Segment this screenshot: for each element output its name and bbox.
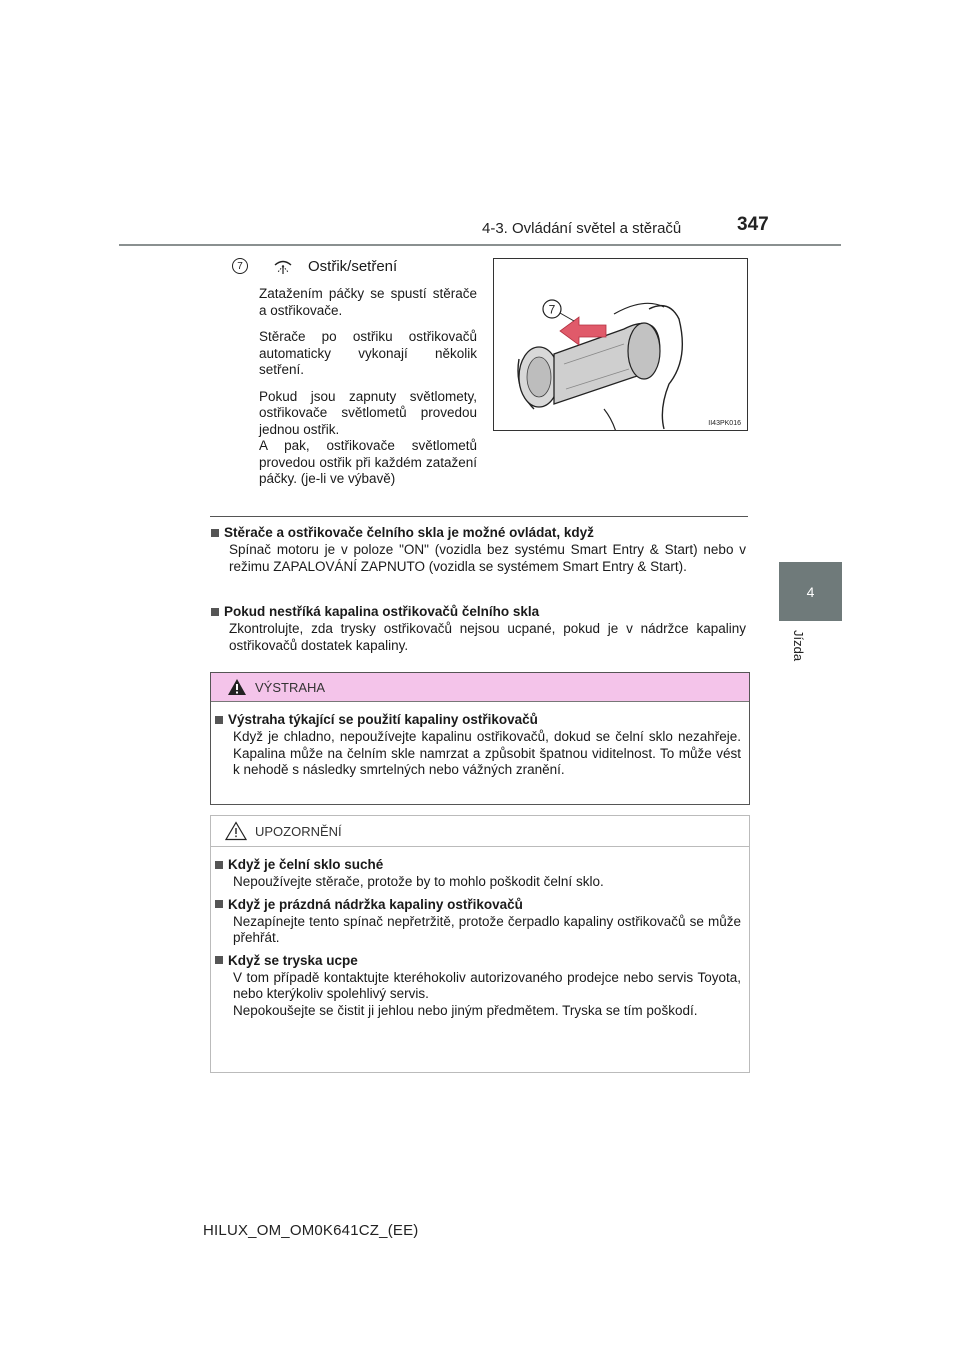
header-divider [119, 244, 841, 246]
document-code: HILUX_OM_OM0K641CZ_(EE) [203, 1222, 419, 1239]
bullet-square-icon [215, 900, 223, 908]
chapter-number: 4 [806, 583, 815, 600]
caution-item [215, 953, 741, 1020]
note-item [211, 525, 746, 575]
caution-item-title: Když je prázdná nádržka kapaliny ostřikovačů [228, 896, 523, 912]
caution-item-body: V tom případě kontaktujte kteréhokoliv autorizovaného prodejce nebo servis Toyota, nebo kterýkoliv spolehlivý servis. Nepokoušejte se čistit ji jehlou nebo jiným předmětem. Tryska se tím poškodí. [233, 969, 741, 1018]
item-7-paragraph: Zatažením páčky se spustí stěrače a ostřikovače. [259, 286, 477, 318]
figure-callout-number: 7 [548, 302, 556, 317]
bullet-square-icon [211, 608, 219, 616]
note-title: Pokud nestříká kapalina ostřikovačů čelního skla [224, 604, 540, 619]
caution-triangle-icon [225, 821, 247, 841]
bullet-square-icon [215, 861, 223, 869]
warning-item-body: Když je chladno, nepoužívejte kapalinu ostřikovačů, dokud se čelní sklo nezahřeje. Kapalina může na čelním skle namrzat a způsobit špatnou viditelnost. To může vést k nehodě s následky smrtelných nebo vážných zranění. [233, 729, 741, 777]
caution-item-body: Nezapínejte tento spínač nepřetržitě, protože čerpadlo kapaliny ostřikovačů se může přehřát. [233, 913, 741, 945]
warning-box [210, 672, 750, 805]
chapter-label: Jízda [791, 630, 806, 662]
caution-item-title: Když se tryska ucpe [228, 952, 358, 968]
note-body: Spínač motoru je v poloze "ON" (vozidla bez systému Smart Entry & Start) nebo v režimu ZAPALOVÁNÍ ZAPNUTO (vozidla se systémem Smart Entry & Start). [229, 542, 746, 574]
bullet-square-icon [215, 956, 223, 964]
warning-item-title: Výstraha týkající se použití kapaliny ostřikovačů [228, 712, 538, 727]
notes-divider [210, 516, 748, 517]
item-7-heading [232, 256, 482, 276]
item-7-body [259, 286, 477, 488]
item-7 [232, 256, 482, 498]
caution-item [215, 897, 741, 947]
caution-item-title: Když je čelní sklo suché [228, 857, 384, 872]
lever-drawing [494, 259, 748, 431]
washer-spray-icon [272, 256, 294, 276]
bullet-square-icon [215, 716, 223, 724]
caution-box [210, 815, 750, 1073]
caution-item [215, 857, 741, 891]
wiper-lever-illustration [493, 258, 748, 431]
warning-label: VÝSTRAHA [255, 679, 326, 695]
note-title: Stěrače a ostřikovače čelního skla je možné ovládat, když [224, 525, 594, 540]
caution-header [211, 816, 749, 847]
item-7-title: Ostřik/setření [308, 257, 398, 275]
note-body: Zkontrolujte, zda trysky ostřikovačů nejsou ucpané, pokud je v nádržce kapaliny ostřikovačů dostatek kapaliny. [229, 621, 746, 653]
item-7-paragraph: Pokud jsou zapnuty světlomety, ostřikovače světlometů provedou jednou ostřik. A pak, ostřikovače světlometů provedou ostřik při každém zatažení páčky. (je-li ve výbavě) [259, 388, 477, 486]
chapter-tab[interactable] [779, 562, 842, 621]
note-item [211, 604, 746, 654]
warning-item [215, 712, 741, 779]
item-7-paragraph: Stěrače po ostřiku ostřikovačů automaticky vykonají několik setření. [259, 329, 477, 377]
section-title: 4-3. Ovládání světel a stěračů [482, 220, 682, 237]
item-7-number: 7 [232, 258, 248, 274]
figure-code: II43PK016 [708, 420, 741, 427]
warning-triangle-icon [227, 678, 247, 696]
caution-label: UPOZORNĚNÍ [255, 823, 342, 839]
page-number: 347 [737, 214, 769, 235]
warning-header [211, 673, 749, 702]
bullet-square-icon [211, 529, 219, 537]
caution-item-body: Nepoužívejte stěrače, protože by to mohlo poškodit čelní sklo. [233, 874, 604, 889]
